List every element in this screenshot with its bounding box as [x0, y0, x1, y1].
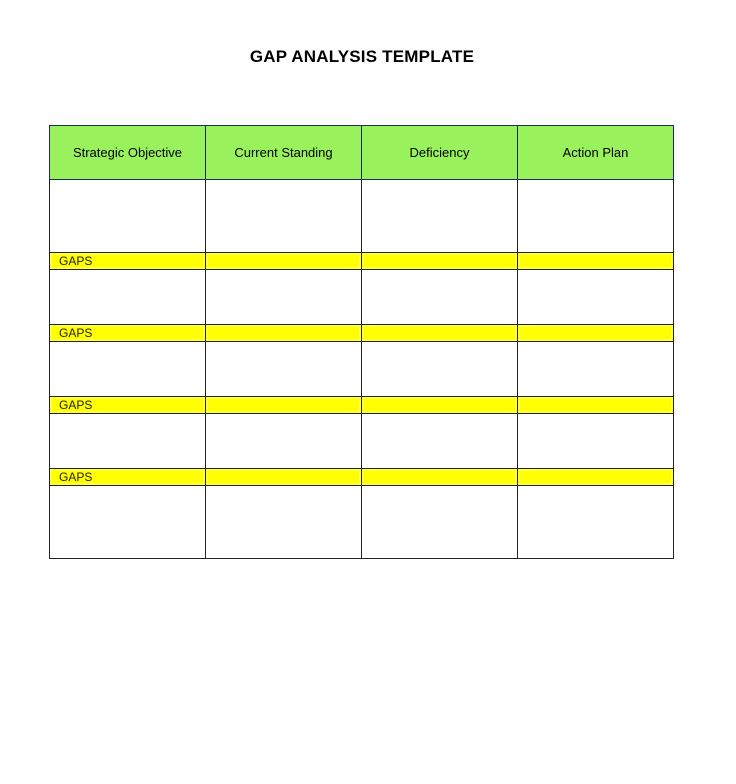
- gap-label: GAPS: [50, 253, 206, 270]
- gap-cell[interactable]: [362, 253, 518, 270]
- table-cell[interactable]: [362, 342, 518, 397]
- gap-label: GAPS: [50, 397, 206, 414]
- gap-cell[interactable]: [518, 469, 674, 486]
- gap-cell[interactable]: [518, 253, 674, 270]
- table-cell[interactable]: [206, 180, 362, 253]
- table-cell[interactable]: [518, 342, 674, 397]
- table-cell[interactable]: [362, 486, 518, 559]
- table-row: [50, 180, 674, 253]
- table-cell[interactable]: [50, 270, 206, 325]
- gap-analysis-table: [49, 125, 674, 559]
- table-cell[interactable]: [518, 486, 674, 559]
- header-action-plan: Action Plan: [518, 126, 674, 180]
- table-cell[interactable]: [362, 180, 518, 253]
- gap-cell[interactable]: [362, 397, 518, 414]
- table-cell[interactable]: [206, 342, 362, 397]
- gap-cell[interactable]: [518, 325, 674, 342]
- gap-cell[interactable]: [518, 397, 674, 414]
- table-cell[interactable]: [362, 270, 518, 325]
- header-row: [50, 126, 674, 180]
- gap-row: [50, 325, 674, 342]
- table-row: [50, 270, 674, 325]
- table-cell[interactable]: [50, 414, 206, 469]
- table-cell[interactable]: [518, 414, 674, 469]
- table-cell[interactable]: [50, 342, 206, 397]
- gap-label: GAPS: [50, 325, 206, 342]
- table-cell[interactable]: [206, 270, 362, 325]
- table-cell[interactable]: [50, 180, 206, 253]
- table-cell[interactable]: [518, 270, 674, 325]
- table-cell[interactable]: [206, 486, 362, 559]
- gap-cell[interactable]: [206, 325, 362, 342]
- table-row: [50, 342, 674, 397]
- gap-row: [50, 253, 674, 270]
- header-current-standing: Current Standing: [206, 126, 362, 180]
- table-row: [50, 486, 674, 559]
- gap-label: GAPS: [50, 469, 206, 486]
- gap-row: [50, 469, 674, 486]
- gap-cell[interactable]: [206, 469, 362, 486]
- header-deficiency: Deficiency: [362, 126, 518, 180]
- page-title: GAP ANALYSIS TEMPLATE: [249, 47, 475, 66]
- gap-cell[interactable]: [362, 325, 518, 342]
- table-cell[interactable]: [362, 414, 518, 469]
- gap-cell[interactable]: [206, 253, 362, 270]
- gap-cell[interactable]: [206, 397, 362, 414]
- table-cell[interactable]: [206, 414, 362, 469]
- header-strategic-objective: Strategic Objective: [50, 126, 206, 180]
- gap-row: [50, 397, 674, 414]
- table-row: [50, 414, 674, 469]
- table-cell[interactable]: [50, 486, 206, 559]
- table-cell[interactable]: [518, 180, 674, 253]
- gap-cell[interactable]: [362, 469, 518, 486]
